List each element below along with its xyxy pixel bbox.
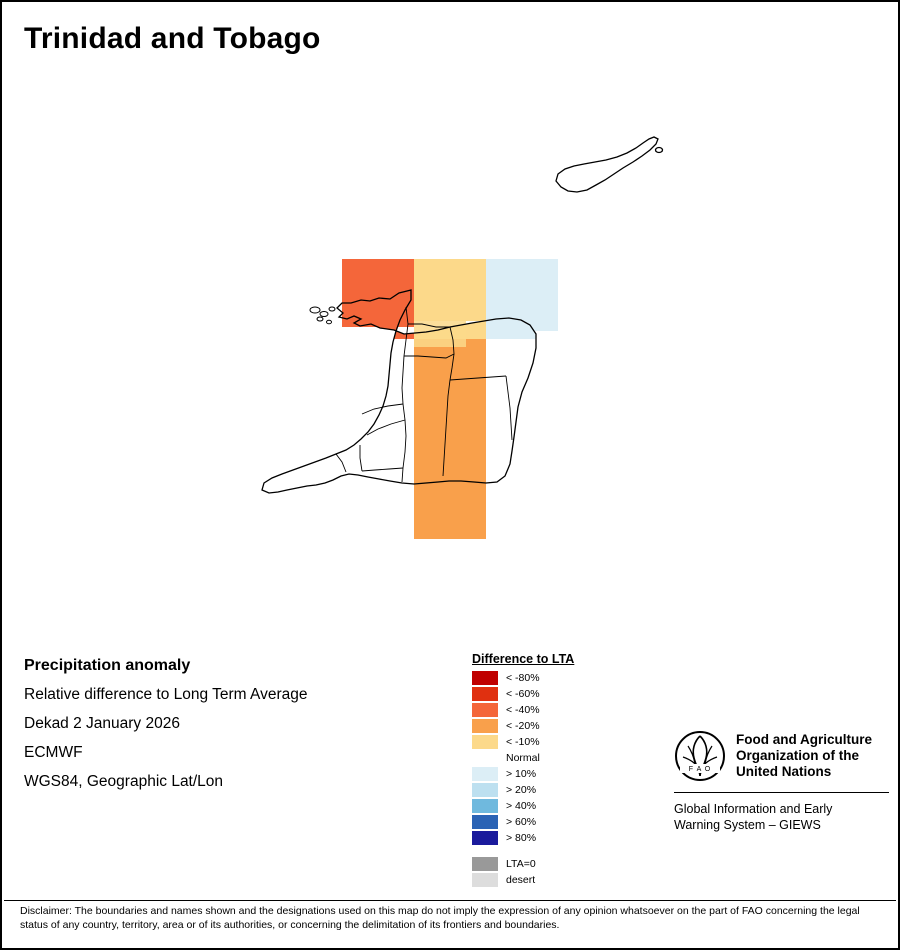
giews-line-2: Warning System – GIEWS bbox=[674, 818, 821, 832]
legend-label: > 40% bbox=[506, 800, 537, 812]
legend-item bbox=[472, 670, 642, 686]
caption-line-3: Dekad 2 January 2026 bbox=[24, 715, 180, 732]
legend-swatch bbox=[472, 799, 498, 813]
legend-label: < -20% bbox=[506, 720, 540, 732]
legend-item bbox=[472, 766, 642, 782]
legend-item bbox=[472, 686, 642, 702]
map-canvas[interactable] bbox=[2, 62, 898, 632]
svg-text:F A O: F A O bbox=[688, 766, 712, 773]
legend-swatch bbox=[472, 703, 498, 717]
legend-swatch bbox=[472, 767, 498, 781]
legend-label: desert bbox=[506, 874, 536, 886]
legend-swatch bbox=[472, 735, 498, 749]
disclaimer-divider bbox=[4, 900, 896, 901]
legend-item bbox=[472, 830, 642, 846]
page-title: Trinidad and Tobago bbox=[24, 22, 321, 55]
fao-org-line-1: Food and Agriculture bbox=[736, 732, 872, 747]
legend-item bbox=[472, 798, 642, 814]
tobago-outline bbox=[556, 137, 663, 192]
legend-label: > 60% bbox=[506, 816, 537, 828]
caption-line-4: ECMWF bbox=[24, 744, 83, 761]
disclaimer-text: Disclaimer: The boundaries and names shown and the designations used on this map do not imply the expression of any opinion whatsoever on the part of FAO concerning the legal status of any country, territory, area or of its authorities, or concerning the delimitation of its frontiers and boundaries. bbox=[20, 905, 860, 931]
legend-label: Normal bbox=[506, 752, 540, 764]
legend-item bbox=[472, 782, 642, 798]
caption-line-1: Precipitation anomaly bbox=[24, 657, 191, 674]
legend-swatch bbox=[472, 857, 498, 871]
giews-line-1: Global Information and Early bbox=[674, 802, 833, 816]
legend-swatch bbox=[472, 751, 498, 765]
legend-item-lta-zero bbox=[472, 856, 642, 872]
fao-organization-name bbox=[736, 730, 872, 780]
map-legend bbox=[472, 652, 642, 888]
legend-label: < -80% bbox=[506, 672, 540, 684]
legend-swatch bbox=[472, 831, 498, 845]
giews-name bbox=[674, 801, 889, 833]
fao-branding bbox=[674, 730, 889, 833]
legend-swatch bbox=[472, 687, 498, 701]
legend-swatch bbox=[472, 873, 498, 887]
legend-label: > 20% bbox=[506, 784, 537, 796]
offshore-islets bbox=[310, 307, 335, 324]
legend-label: < -40% bbox=[506, 704, 540, 716]
legend-item-desert bbox=[472, 872, 642, 888]
legend-item bbox=[472, 718, 642, 734]
legend-label: > 80% bbox=[506, 832, 537, 844]
legend-swatch bbox=[472, 719, 498, 733]
legend-item bbox=[472, 750, 642, 766]
legend-label: LTA=0 bbox=[506, 858, 536, 870]
fao-org-line-3: United Nations bbox=[736, 764, 832, 779]
legend-swatch bbox=[472, 815, 498, 829]
caption-line-2: Relative difference to Long Term Average bbox=[24, 686, 308, 703]
legend-title: Difference to LTA bbox=[472, 652, 575, 666]
legend-item bbox=[472, 734, 642, 750]
legend-label: < -10% bbox=[506, 736, 540, 748]
legend-swatch bbox=[472, 783, 498, 797]
legend-item bbox=[472, 814, 642, 830]
caption-line-5: WGS84, Geographic Lat/Lon bbox=[24, 773, 224, 790]
legend-item bbox=[472, 702, 642, 718]
legend-swatch bbox=[472, 671, 498, 685]
legend-label: > 10% bbox=[506, 768, 537, 780]
fao-org-line-2: Organization of the bbox=[736, 748, 859, 763]
legend-label: < -60% bbox=[506, 688, 540, 700]
fao-logo-icon bbox=[674, 730, 726, 782]
fao-divider bbox=[674, 792, 889, 793]
anomaly-sea-blocks bbox=[342, 259, 558, 539]
map-caption bbox=[24, 657, 444, 802]
